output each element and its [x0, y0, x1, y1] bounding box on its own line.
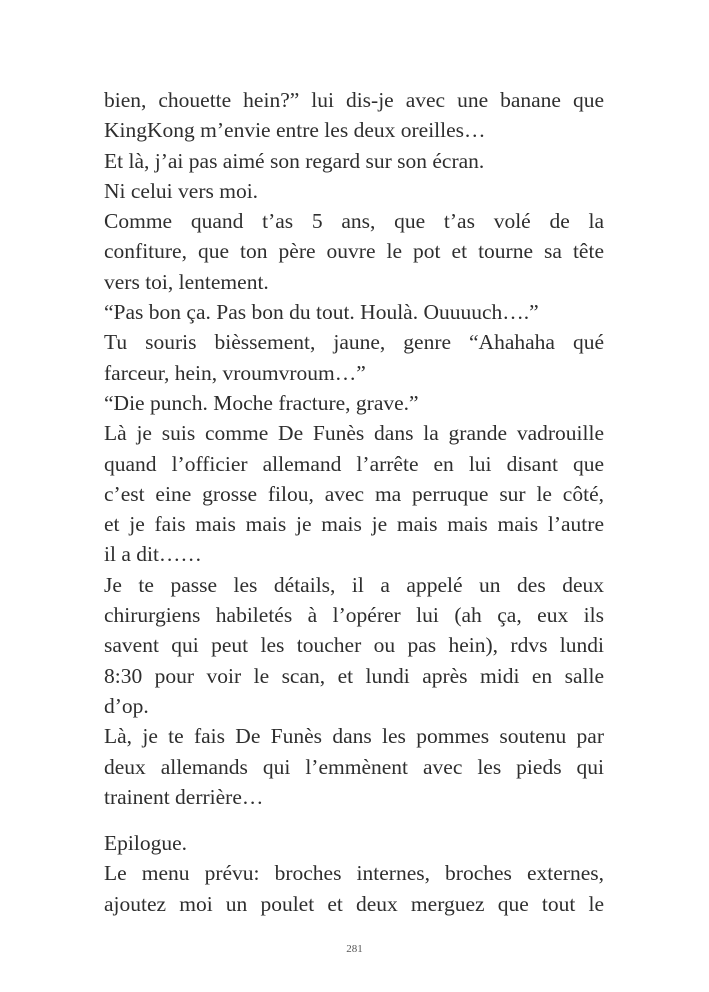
text-line: Le menu prévu: broches internes, broches externes, — [104, 861, 604, 886]
page-number: 281 — [346, 943, 363, 955]
text-line: confiture, que ton père ouvre le pot et tourne sa tête — [104, 239, 604, 264]
text-line: KingKong m’envie entre les deux oreilles… — [104, 118, 486, 143]
page-body-text — [104, 85, 604, 919]
text-line: Ni celui vers moi. — [104, 178, 259, 203]
text-line: d’op. — [104, 693, 149, 718]
section-heading: Epilogue. — [104, 831, 187, 856]
text-line: c’est eine grosse filou, avec ma perruque sur le côté, — [104, 481, 604, 506]
text-line: “Die punch. Moche fracture, grave.” — [104, 390, 419, 415]
text-line: et je fais mais mais je mais je mais mais mais l’autre — [104, 512, 604, 537]
text-line: deux allemands qui l’emmènent avec les pieds qui — [104, 754, 604, 779]
text-line: quand l’officier allemand l’arrête en lui disant que — [104, 451, 604, 476]
text-line: Et là, j’ai pas aimé son regard sur son écran. — [104, 148, 485, 173]
text-line: Là je suis comme De Funès dans la grande vadrouille — [104, 421, 604, 446]
text-line: vers toi, lentement. — [104, 269, 269, 294]
text-line: bien, chouette hein?” lui dis-je avec une banane que — [104, 88, 604, 112]
text-line: “Pas bon ça. Pas bon du tout. Houlà. Ouuuuch….” — [104, 300, 539, 325]
text-line: il a dit…… — [104, 542, 202, 567]
text-line: Tu souris bièssement, jaune, genre “Ahahaha qué — [104, 330, 604, 355]
text-line: Comme quand t’as 5 ans, que t’as volé de la — [104, 209, 604, 234]
text-line: farceur, hein, vroumvroum…” — [104, 360, 366, 385]
text-line: chirurgiens habiletés à l’opérer lui (ah ça, eux ils — [104, 603, 604, 628]
text-line: 8:30 pour voir le scan, et lundi après midi en salle — [104, 663, 604, 688]
text-line: savent qui peut les toucher ou pas hein), rdvs lundi — [104, 633, 604, 658]
text-line: trainent derrière… — [104, 784, 264, 809]
text-line: ajoutez moi un poulet et deux merguez que tout le — [104, 891, 604, 916]
text-line: Là, je te fais De Funès dans les pommes soutenu par — [104, 724, 604, 749]
text-line: Je te passe les détails, il a appelé un des deux — [104, 572, 604, 597]
